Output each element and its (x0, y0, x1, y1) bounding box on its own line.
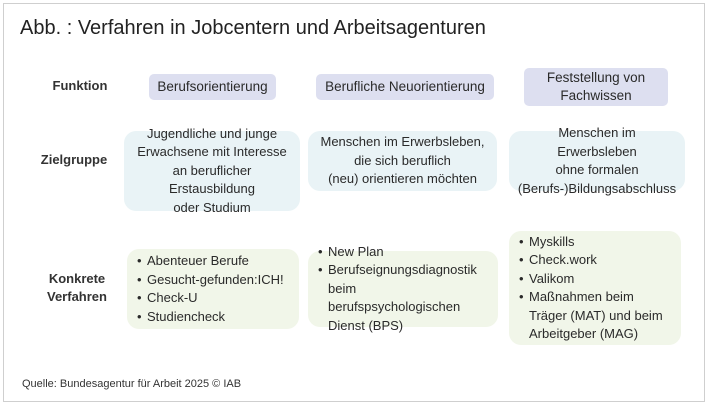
verfahren-item: • Check-U (137, 289, 284, 308)
verfahren-item: • Valikom (519, 270, 673, 289)
verfahren-list-1 (137, 252, 284, 326)
row-label-verfahren: Konkrete Verfahren (47, 271, 107, 304)
funktion-chip-2 (316, 74, 494, 100)
zielgruppe-box-1 (124, 125, 300, 215)
figure-frame (3, 3, 705, 402)
verfahren-item: • Abenteuer Berufe (137, 252, 284, 271)
verfahren-list-2 (318, 243, 490, 336)
verfahren-item: • Myskills (519, 233, 673, 252)
verfahren-box-2 (308, 243, 498, 333)
zielgruppe-box-2 (308, 131, 497, 191)
funktion-chip-1-label: Berufsorientierung (157, 79, 268, 94)
zielgruppe-box-3 (509, 125, 685, 196)
zielgruppe-text-1: Jugendliche und junge Erwachsene mit Interesse an beruflicher Erstausbildung oder Studium (137, 125, 287, 215)
zielgruppe-text-3: Menschen im Erwerbsleben ohne formalen (Berufs-)Bildungsabschluss (517, 125, 677, 196)
funktion-chip-3 (524, 68, 668, 106)
funktion-chip-1 (149, 74, 276, 100)
verfahren-item: • New Plan (318, 243, 490, 262)
verfahren-item: • Maßnahmen beim Träger (MAT) und beim Arbeitgeber (MAG) (519, 288, 673, 344)
source-note: Quelle: Bundesagentur für Arbeit 2025 © IAB (22, 378, 242, 390)
verfahren-item: • Berufseignungsdiagnostik beim berufspsychologischen Dienst (BPS) (318, 261, 490, 335)
verfahren-item: • Check.work (519, 251, 673, 270)
row-label-funktion: Funktion (52, 78, 108, 93)
verfahren-box-3 (509, 231, 681, 345)
funktion-chip-3-label: Feststellung von Fachwissen (546, 70, 646, 103)
verfahren-item: • Studiencheck (137, 308, 284, 327)
row-label-zielgruppe: Zielgruppe (40, 152, 108, 167)
funktion-chip-2-label: Berufliche Neuorientierung (325, 79, 485, 94)
verfahren-list-3 (519, 233, 673, 344)
zielgruppe-text-2: Menschen im Erwerbsleben, die sich beruflich (neu) orientieren möchten (320, 134, 485, 187)
verfahren-box-1 (127, 249, 299, 329)
verfahren-item: • Gesucht-gefunden:ICH! (137, 271, 284, 290)
figure-title: Abb. : Verfahren in Jobcentern und Arbeitsagenturen (20, 17, 486, 39)
